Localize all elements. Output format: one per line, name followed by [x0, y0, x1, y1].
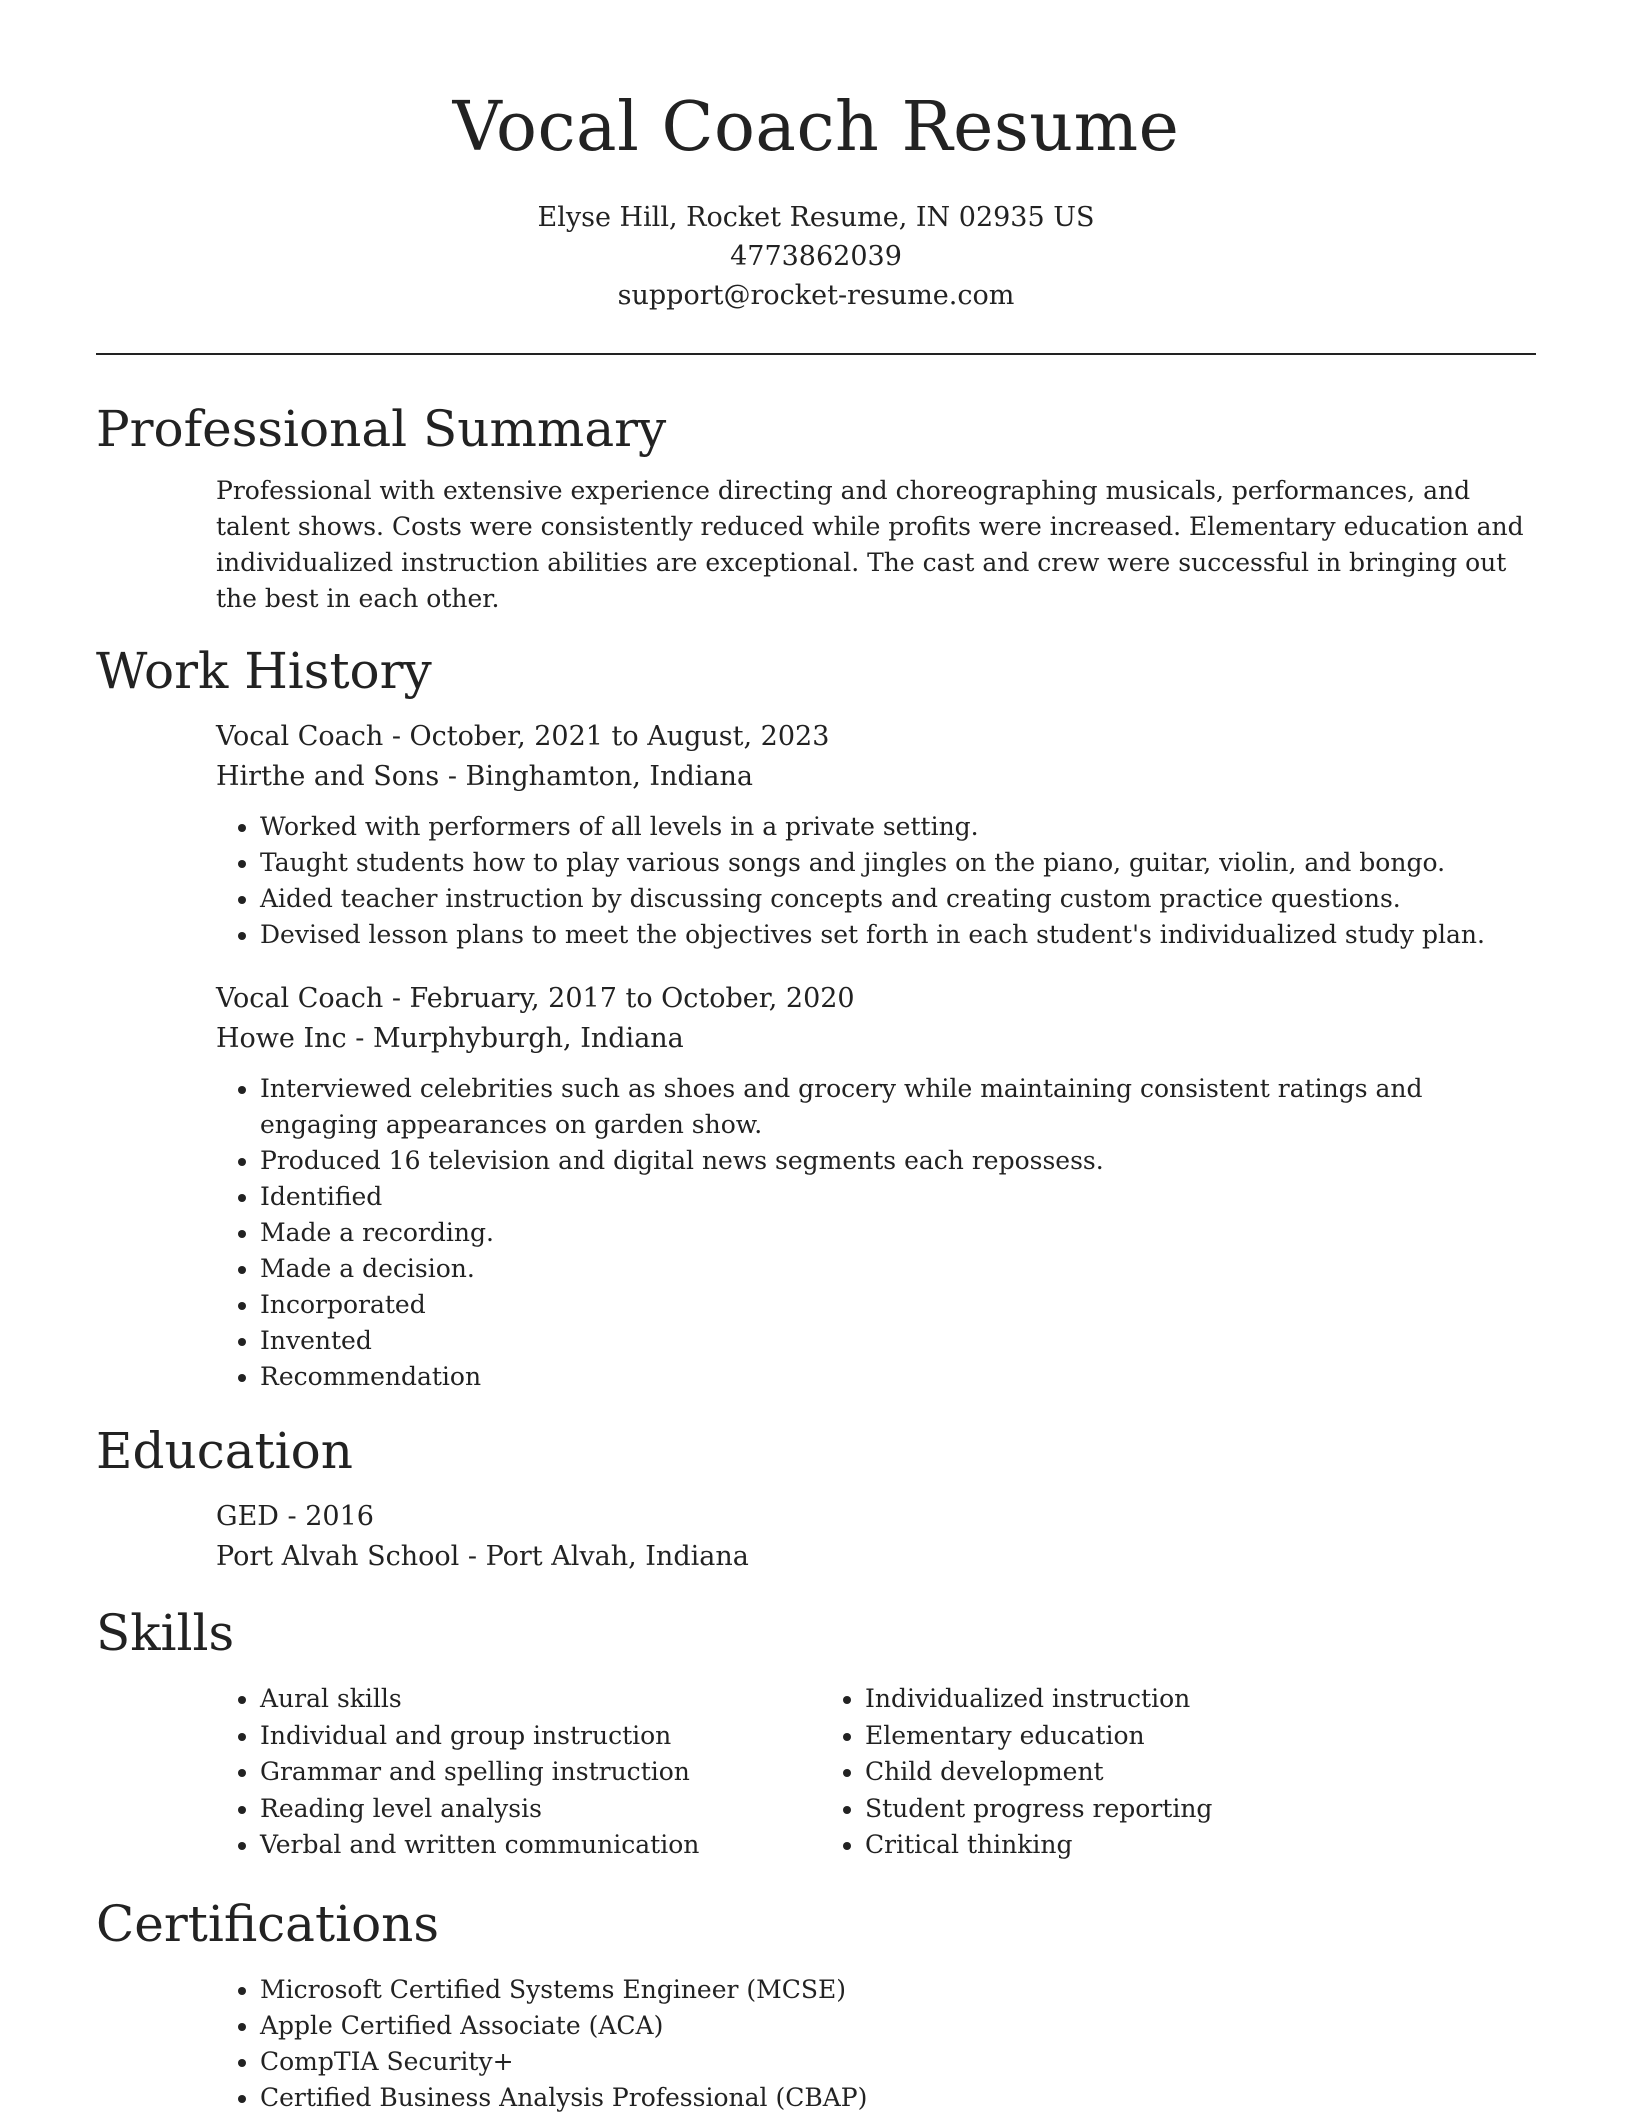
- list-item: • CompTIA Security+: [260, 2044, 1536, 2080]
- list-item: • Individual and group instruction: [260, 1718, 821, 1755]
- job-entry: [216, 717, 1536, 953]
- job-entry: [216, 979, 1536, 1395]
- certifications-list: [216, 1972, 1536, 2116]
- job-company-line: Hirthe and Sons - Binghamton, Indiana: [216, 761, 753, 792]
- list-item: • Microsoft Certified Systems Engineer (MCSE): [260, 1972, 1536, 2008]
- list-item: • Individualized instruction: [865, 1681, 1426, 1718]
- list-item: • Aural skills: [260, 1681, 821, 1718]
- education-school-line: Port Alvah School - Port Alvah, Indiana: [216, 1541, 749, 1572]
- section-body: [216, 473, 1536, 617]
- list-item: • Worked with performers of all levels in a private setting.: [260, 809, 1536, 845]
- list-item: • Aided teacher instruction by discussing concepts and creating custom practice questions.: [260, 881, 1536, 917]
- document-title: Vocal Coach Resume: [452, 88, 1180, 167]
- list-item: • Identified: [260, 1179, 1536, 1215]
- contact-block: [96, 198, 1536, 315]
- skills-column-left: [216, 1681, 821, 1864]
- list-item: • Critical thinking: [865, 1827, 1426, 1864]
- list-item: • Recommendation: [260, 1359, 1536, 1395]
- section-skills: [96, 1601, 1536, 1864]
- section-certifications: [96, 1892, 1536, 2116]
- list-item: • Certified Business Analysis Professional (CBAP): [260, 2080, 1536, 2116]
- section-heading: Work History: [96, 642, 432, 700]
- list-item: • Reading level analysis: [260, 1791, 821, 1828]
- contact-email: support@rocket-resume.com: [617, 280, 1015, 311]
- section-heading: Skills: [96, 1604, 235, 1662]
- list-item: • Made a recording.: [260, 1215, 1536, 1251]
- section-education: [96, 1419, 1536, 1577]
- contact-address: Elyse Hill, Rocket Resume, IN 02935 US: [537, 202, 1095, 233]
- contact-phone: 4773862039: [730, 241, 902, 272]
- list-item: • Student progress reporting: [865, 1791, 1426, 1828]
- section-heading: Professional Summary: [96, 400, 667, 458]
- summary-text: Professional with extensive experience directing and choreographing musicals, performances, and talent shows. Costs were consistently reduced while profits were increased. Elementary education and individualized instruction abilities are exceptional. The cast and crew were successful in bringing out the best in each other.: [216, 476, 1524, 613]
- section-work-history: [96, 639, 1536, 1395]
- list-item: • Devised lesson plans to meet the objectives set forth in each student's individualized study plan.: [260, 917, 1536, 953]
- list-item: • Produced 16 television and digital news segments each repossess.: [260, 1143, 1536, 1179]
- section-body: [216, 717, 1536, 1395]
- education-degree-line: GED - 2016: [216, 1501, 374, 1532]
- list-item: • Elementary education: [865, 1718, 1426, 1755]
- section-body: [216, 1497, 1536, 1577]
- job-title-line: Vocal Coach - October, 2021 to August, 2023: [216, 721, 830, 752]
- list-item: • Taught students how to play various songs and jingles on the piano, guitar, violin, and bongo.: [260, 845, 1536, 881]
- list-item: • Incorporated: [260, 1287, 1536, 1323]
- skills-column-right: [821, 1681, 1426, 1864]
- job-company-line: Howe Inc - Murphyburgh, Indiana: [216, 1023, 684, 1054]
- section-heading: Certifications: [96, 1894, 440, 1953]
- list-item: • Child development: [865, 1754, 1426, 1791]
- section-professional-summary: [96, 397, 1536, 617]
- skills-grid: [216, 1681, 1536, 1864]
- job-bullets: [216, 809, 1536, 953]
- list-item: • Invented: [260, 1323, 1536, 1359]
- job-title-line: Vocal Coach - February, 2017 to October, 2020: [216, 983, 855, 1014]
- list-item: • Interviewed celebrities such as shoes and grocery while maintaining consistent ratings and engaging appearances on garden show.: [260, 1071, 1536, 1143]
- job-bullets: [216, 1071, 1536, 1395]
- resume-header: [96, 0, 1536, 315]
- section-heading: Education: [96, 1422, 353, 1480]
- list-item: • Grammar and spelling instruction: [260, 1754, 821, 1791]
- list-item: • Made a decision.: [260, 1251, 1536, 1287]
- section-body: [216, 1972, 1536, 2116]
- list-item: • Apple Certified Associate (ACA): [260, 2008, 1536, 2044]
- header-divider: [96, 353, 1536, 355]
- section-body: [216, 1681, 1536, 1864]
- list-item: • Verbal and written communication: [260, 1827, 821, 1864]
